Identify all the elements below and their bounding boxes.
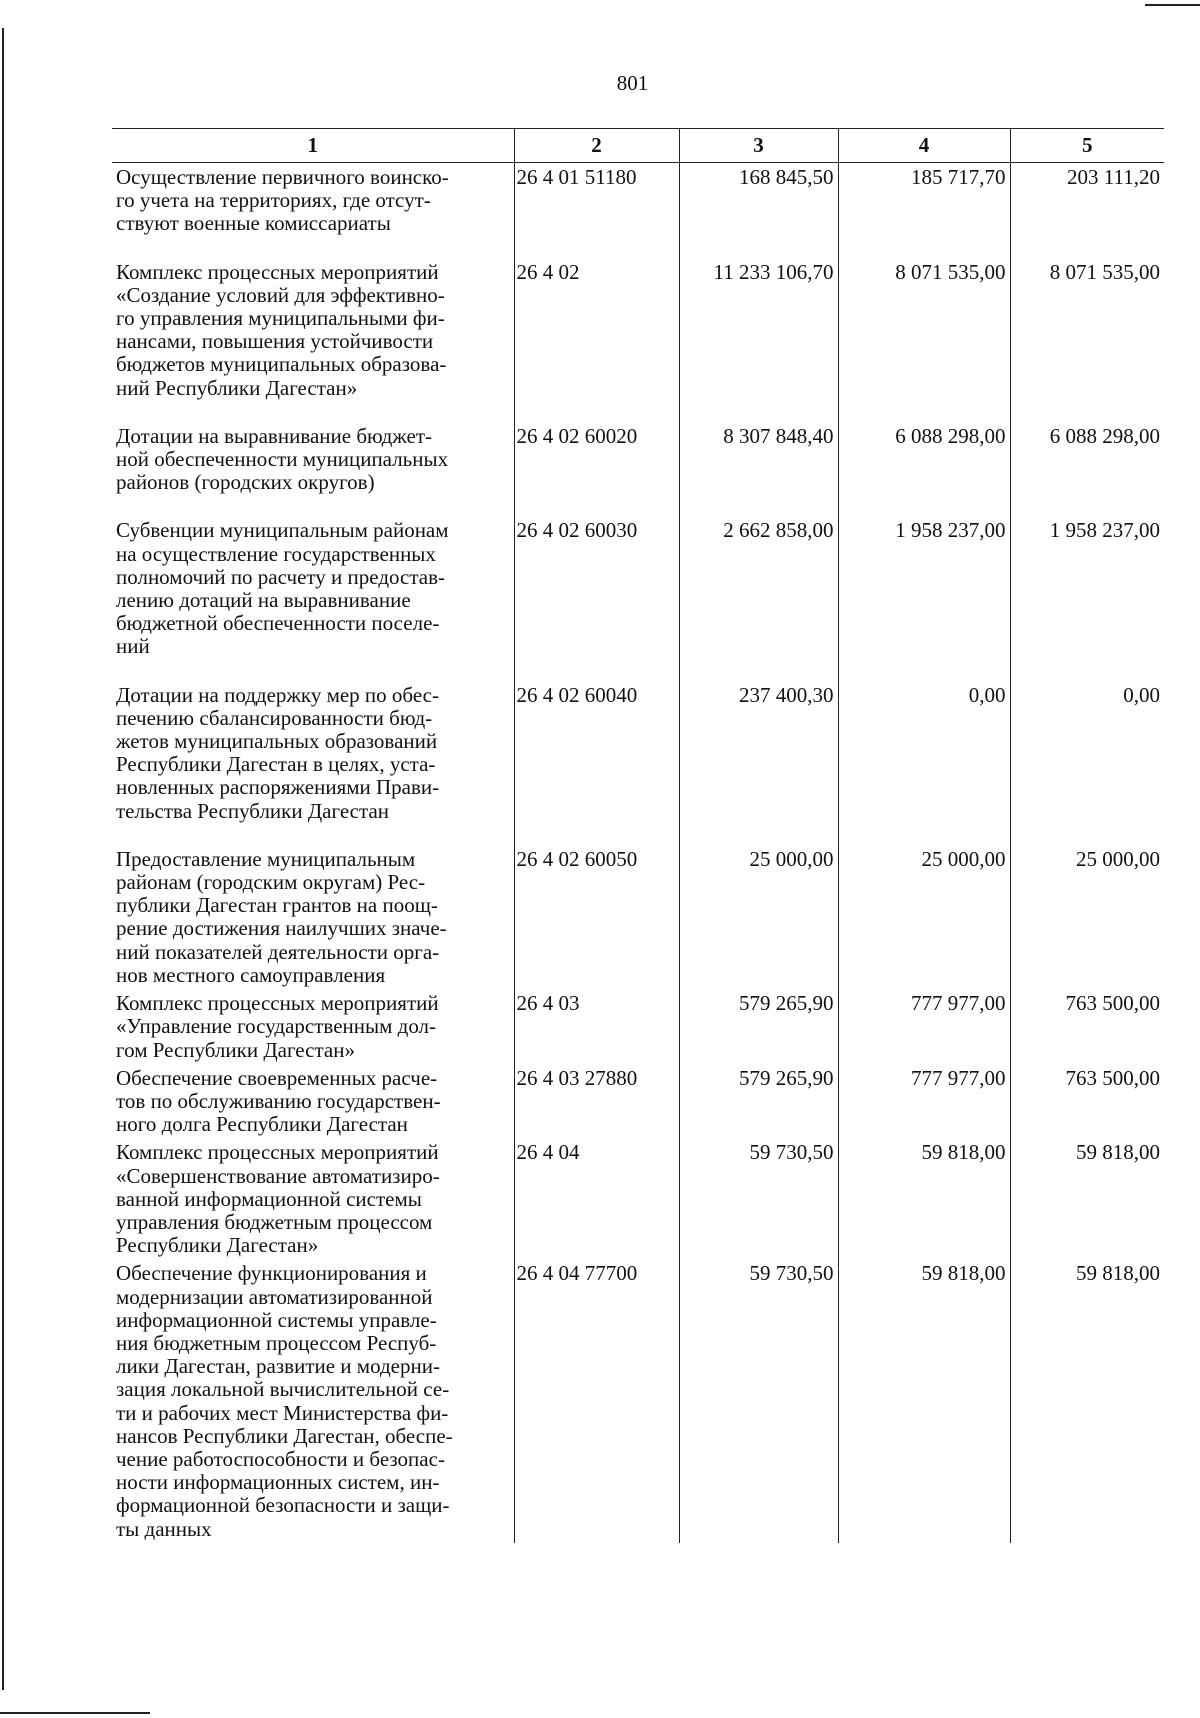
column-header-1: 1 bbox=[112, 129, 514, 163]
row-value-col4-cell: 185 717,70 bbox=[838, 163, 1010, 258]
row-name-cell: Обеспечение функционирования и модернизации автоматизированной информационной системы управле- ния бюджетным процессом Респуб- лики Дагестан, развитие и модерни- зация локальной вычислительной се- ти и рабочих мест Министерства фи- нансов Республики Дагестан, обеспе- чение работоспособности и безопас- ности информационных систем, ин- формационной безопасности и защи- ты данных bbox=[112, 1259, 514, 1542]
row-name-cell: Предоставление муниципальным районам (городским округам) Рес- публики Дагестан грантов на поощ- рение достижения наилучших значе- ний показателей деятельности орга- нов местного самоуправления bbox=[112, 845, 514, 989]
row-value-col3-cell: 59 730,50 bbox=[679, 1259, 838, 1542]
row-value-col3-cell: 2 662 858,00 bbox=[679, 516, 838, 680]
table-row bbox=[112, 1259, 1164, 1542]
row-value-col5-cell: 203 111,20 bbox=[1010, 163, 1164, 258]
row-code-cell: 26 4 01 51180 bbox=[514, 163, 679, 258]
row-value-col4-cell: 1 958 237,00 bbox=[838, 516, 1010, 680]
table-row bbox=[112, 516, 1164, 680]
row-value-col3-cell: 579 265,90 bbox=[679, 989, 838, 1064]
row-value-col4-cell: 8 071 535,00 bbox=[838, 258, 1010, 422]
row-code-cell: 26 4 03 bbox=[514, 989, 679, 1064]
column-header-3: 3 bbox=[679, 129, 838, 163]
row-value-col5-cell: 1 958 237,00 bbox=[1010, 516, 1164, 680]
table-row bbox=[112, 422, 1164, 517]
row-code-cell: 26 4 02 60020 bbox=[514, 422, 679, 517]
row-name-cell: Обеспечение своевременных расче- тов по обслуживанию государствен- ного долга Республики Дагестан bbox=[112, 1064, 514, 1139]
row-value-col3-cell: 59 730,50 bbox=[679, 1138, 838, 1259]
row-code-cell: 26 4 03 27880 bbox=[514, 1064, 679, 1139]
row-value-col5-cell: 8 071 535,00 bbox=[1010, 258, 1164, 422]
page-number: 801 bbox=[616, 71, 649, 95]
table-row bbox=[112, 845, 1164, 989]
row-value-col5-cell: 59 818,00 bbox=[1010, 1138, 1164, 1259]
table-row bbox=[112, 681, 1164, 845]
table-row bbox=[112, 258, 1164, 422]
row-value-col4-cell: 0,00 bbox=[838, 681, 1010, 845]
scan-bottom-left-stroke bbox=[0, 1712, 150, 1714]
row-value-col4-cell: 25 000,00 bbox=[838, 845, 1010, 989]
row-value-col5-cell: 25 000,00 bbox=[1010, 845, 1164, 989]
row-value-col4-cell: 777 977,00 bbox=[838, 989, 1010, 1064]
row-value-col4-cell: 6 088 298,00 bbox=[838, 422, 1010, 517]
row-value-col5-cell: 6 088 298,00 bbox=[1010, 422, 1164, 517]
row-value-col3-cell: 25 000,00 bbox=[679, 845, 838, 989]
scan-top-right-stroke bbox=[1145, 4, 1200, 6]
column-header-4: 4 bbox=[838, 129, 1010, 163]
row-name-cell: Субвенции муниципальным районам на осуществление государственных полномочий по расчету и предостав- лению дотаций на выравнивание бюджетной обеспеченности поселе- ний bbox=[112, 516, 514, 680]
row-value-col3-cell: 168 845,50 bbox=[679, 163, 838, 258]
header-row bbox=[112, 129, 1164, 163]
row-value-col5-cell: 763 500,00 bbox=[1010, 989, 1164, 1064]
scan-left-margin-line bbox=[2, 28, 4, 1690]
row-value-col5-cell: 0,00 bbox=[1010, 681, 1164, 845]
row-name-cell: Комплекс процессных мероприятий «Совершенствование автоматизиро- ванной информационной системы управления бюджетным процессом Республики Дагестан» bbox=[112, 1138, 514, 1259]
budget-table bbox=[112, 128, 1164, 1543]
row-code-cell: 26 4 04 77700 bbox=[514, 1259, 679, 1542]
row-value-col4-cell: 777 977,00 bbox=[838, 1064, 1010, 1139]
table-row bbox=[112, 1138, 1164, 1259]
row-name-cell: Осуществление первичного воинско- го учета на территориях, где отсут- ствуют военные комиссариаты bbox=[112, 163, 514, 258]
row-value-col3-cell: 11 233 106,70 bbox=[679, 258, 838, 422]
row-value-col4-cell: 59 818,00 bbox=[838, 1138, 1010, 1259]
row-name-cell: Комплекс процессных мероприятий «Создание условий для эффективно- го управления муниципальными фи- нансами, повышения устойчивости бюджетов муниципальных образова- ний Республики Дагестан» bbox=[112, 258, 514, 422]
row-value-col5-cell: 763 500,00 bbox=[1010, 1064, 1164, 1139]
row-code-cell: 26 4 02 bbox=[514, 258, 679, 422]
column-header-5: 5 bbox=[1010, 129, 1164, 163]
row-code-cell: 26 4 02 60050 bbox=[514, 845, 679, 989]
row-value-col3-cell: 8 307 848,40 bbox=[679, 422, 838, 517]
row-value-col4-cell: 59 818,00 bbox=[838, 1259, 1010, 1542]
row-value-col5-cell: 59 818,00 bbox=[1010, 1259, 1164, 1542]
row-name-cell: Дотации на поддержку мер по обес- печению сбалансированности бюд- жетов муниципальных образований Республики Дагестан в целях, уста- новленных распоряжениями Прави- тельства Республики Дагестан bbox=[112, 681, 514, 845]
row-name-cell: Комплекс процессных мероприятий «Управление государственным дол- гом Республики Дагестан» bbox=[112, 989, 514, 1064]
column-header-2: 2 bbox=[514, 129, 679, 163]
table-row bbox=[112, 1064, 1164, 1139]
row-code-cell: 26 4 04 bbox=[514, 1138, 679, 1259]
table-row bbox=[112, 989, 1164, 1064]
row-value-col3-cell: 579 265,90 bbox=[679, 1064, 838, 1139]
row-code-cell: 26 4 02 60040 bbox=[514, 681, 679, 845]
row-value-col3-cell: 237 400,30 bbox=[679, 681, 838, 845]
row-name-cell: Дотации на выравнивание бюджет- ной обеспеченности муниципальных районов (городских округов) bbox=[112, 422, 514, 517]
table-row bbox=[112, 163, 1164, 258]
row-code-cell: 26 4 02 60030 bbox=[514, 516, 679, 680]
